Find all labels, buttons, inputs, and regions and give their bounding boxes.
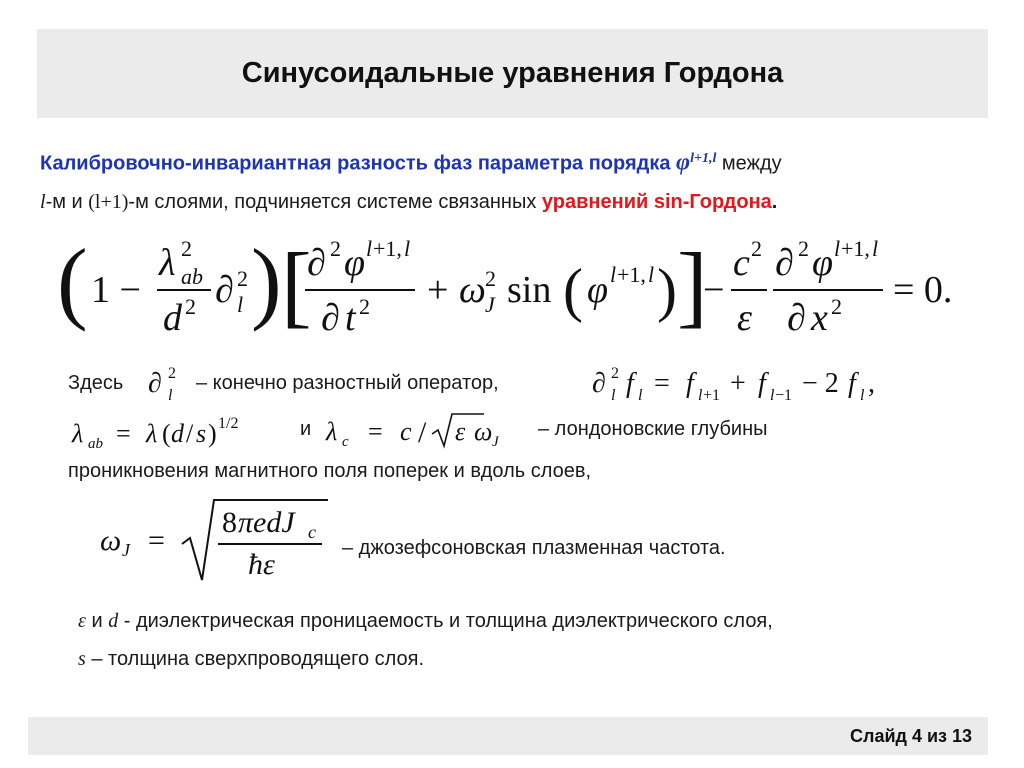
- svg-text:t: t: [345, 297, 356, 339]
- svg-text:+: +: [427, 269, 449, 311]
- svg-text:1/2: 1/2: [218, 415, 239, 432]
- l-symbol: l: [40, 190, 46, 213]
- svg-text:πedJ: πedJ: [238, 506, 295, 539]
- svg-text:ħε: ħε: [248, 548, 275, 581]
- svg-text:∂: ∂: [148, 368, 162, 399]
- and-text-2: и: [91, 610, 103, 632]
- svg-text:φ: φ: [812, 242, 834, 284]
- svg-text:∂: ∂: [307, 242, 326, 284]
- svg-text:∂: ∂: [787, 297, 806, 339]
- svg-text:−: −: [703, 269, 725, 311]
- d-symbol: d: [108, 610, 119, 632]
- svg-text:2: 2: [611, 365, 619, 382]
- intro-m-and: -м и: [45, 190, 83, 213]
- footer-bar: [28, 717, 988, 755]
- svg-text:2: 2: [798, 236, 809, 261]
- svg-text:−1: −1: [775, 387, 793, 404]
- svg-text:λ: λ: [159, 242, 176, 284]
- svg-text:ab: ab: [181, 264, 203, 289]
- svg-text:φ: φ: [344, 242, 366, 284]
- svg-text:ω: ω: [474, 417, 493, 446]
- phi-superscript: l+1,l: [690, 151, 717, 166]
- svg-text:s: s: [196, 419, 207, 448]
- svg-text:ε: ε: [455, 417, 466, 446]
- svg-text:l: l: [770, 387, 775, 404]
- svg-text:l: l: [366, 236, 373, 261]
- intro-rest: -м слоями, подчиняется системе связанных: [128, 190, 537, 213]
- svg-text:): ): [208, 419, 217, 448]
- svg-text:∂: ∂: [215, 269, 234, 311]
- svg-text:l: l: [404, 236, 411, 261]
- svg-text:): ): [657, 257, 677, 323]
- svg-text:(: (: [57, 232, 88, 332]
- svg-text:/: /: [186, 419, 194, 448]
- lambda-ab-formula: [70, 410, 295, 454]
- svg-text:=: =: [116, 419, 131, 448]
- sc-layer-line: [78, 648, 424, 671]
- svg-text:(: (: [563, 257, 583, 323]
- dielectric-line: [78, 610, 773, 633]
- svg-text:f: f: [686, 368, 694, 399]
- svg-text:f: f: [758, 368, 766, 399]
- svg-text:c: c: [308, 522, 316, 542]
- svg-text:=: =: [654, 368, 670, 399]
- svg-text:c: c: [342, 434, 349, 450]
- svg-text:2: 2: [751, 236, 762, 261]
- svg-text:l: l: [638, 387, 643, 404]
- svg-text:2: 2: [237, 266, 248, 291]
- svg-text:2: 2: [185, 294, 196, 319]
- svg-text:2: 2: [168, 365, 176, 382]
- svg-text:2: 2: [359, 294, 370, 319]
- intro-blue-text: Калибровочно-инвариантная разность фаз параметра порядка: [40, 152, 671, 175]
- diff-operator-definition: [590, 360, 930, 406]
- sine-gordon-equation: [55, 232, 985, 342]
- svg-text:λ: λ: [146, 419, 158, 448]
- svg-text:l: l: [648, 262, 655, 287]
- svg-text:f: f: [626, 368, 634, 399]
- svg-text:]: ]: [677, 234, 708, 336]
- svg-text:2: 2: [330, 236, 341, 261]
- slide-counter: Слайд 4 из 13: [850, 725, 972, 746]
- svg-text:ω: ω: [459, 269, 486, 311]
- svg-text:φ: φ: [587, 269, 609, 311]
- l-plus-one: (l+1): [88, 190, 129, 213]
- svg-text:(: (: [162, 419, 171, 448]
- svg-text:ω: ω: [100, 524, 122, 557]
- svg-text:1 −: 1 −: [91, 269, 141, 311]
- svg-text:∂: ∂: [321, 297, 340, 339]
- here-line: [68, 372, 123, 395]
- svg-text:2: 2: [181, 236, 192, 261]
- svg-text:ε: ε: [737, 297, 752, 339]
- london-text-2: проникновения магнитного поля поперек и вдоль слоев,: [68, 460, 592, 482]
- svg-text:/: /: [418, 416, 427, 449]
- lambda-c-formula: [324, 406, 534, 456]
- svg-text:l: l: [860, 387, 865, 404]
- svg-text:c: c: [733, 242, 750, 284]
- svg-text:2: 2: [831, 294, 842, 319]
- svg-text:∂: ∂: [775, 242, 794, 284]
- svg-text:l: l: [237, 292, 244, 317]
- diff-op-text: – конечно разностный оператор,: [196, 372, 499, 394]
- svg-text:=: =: [148, 524, 165, 557]
- svg-text:l: l: [872, 236, 879, 261]
- slide-title: Синусоидальные уравнения Гордона: [241, 57, 784, 89]
- s-symbol: s: [78, 648, 86, 670]
- svg-text:∂: ∂: [592, 368, 606, 399]
- svg-text:l: l: [698, 387, 703, 404]
- svg-text:): ): [251, 232, 282, 332]
- epsilon-symbol: ε: [78, 610, 86, 632]
- svg-text:λ: λ: [72, 419, 84, 448]
- svg-text:l: l: [611, 387, 616, 404]
- svg-text:λ: λ: [326, 417, 338, 446]
- svg-text:d: d: [163, 297, 182, 339]
- svg-text:l: l: [610, 262, 617, 287]
- svg-text:+1,: +1,: [841, 236, 870, 261]
- svg-text:l: l: [834, 236, 841, 261]
- svg-text:J: J: [485, 292, 495, 317]
- svg-text:x: x: [811, 297, 828, 339]
- svg-text:J: J: [492, 434, 499, 450]
- intro-between: между: [721, 152, 782, 175]
- intro-period: .: [771, 190, 778, 213]
- dielectric-text: - диэлектрическая проницаемость и толщина диэлектрического слоя,: [123, 610, 773, 632]
- svg-text:+1,: +1,: [373, 236, 402, 261]
- svg-text:d: d: [171, 419, 184, 448]
- and-text: и: [300, 418, 312, 440]
- intro-red-text: уравнений sin-Гордона: [541, 190, 772, 213]
- svg-text:f: f: [848, 368, 856, 399]
- svg-text:=: =: [368, 417, 383, 446]
- svg-text:+1: +1: [703, 387, 721, 404]
- svg-text:+: +: [730, 368, 746, 399]
- london-text-1: – лондоновские глубины: [538, 418, 768, 440]
- svg-text:,: ,: [868, 368, 875, 399]
- svg-text:8: 8: [222, 506, 237, 539]
- title-bar: [37, 29, 988, 118]
- svg-text:+1,: +1,: [617, 262, 646, 287]
- plasma-text: – джозефсоновская плазменная частота.: [342, 537, 726, 559]
- svg-text:[: [: [281, 234, 312, 336]
- svg-text:sin: sin: [507, 269, 552, 311]
- plasma-frequency-formula: [96, 494, 332, 586]
- diff-operator-symbol: [146, 362, 192, 404]
- svg-text:J: J: [122, 540, 130, 560]
- svg-text:− 2: − 2: [802, 368, 839, 399]
- svg-text:ab: ab: [88, 436, 103, 452]
- svg-text:= 0.: = 0.: [893, 269, 953, 311]
- intro-paragraph: [40, 140, 1000, 221]
- svg-text:c: c: [400, 417, 412, 446]
- svg-text:2: 2: [485, 266, 496, 291]
- phi-symbol: φ: [676, 149, 691, 176]
- sc-layer-text: – толщина сверхпроводящего слоя.: [91, 648, 425, 670]
- svg-text:l: l: [168, 387, 173, 404]
- here-label: Здесь: [68, 372, 124, 394]
